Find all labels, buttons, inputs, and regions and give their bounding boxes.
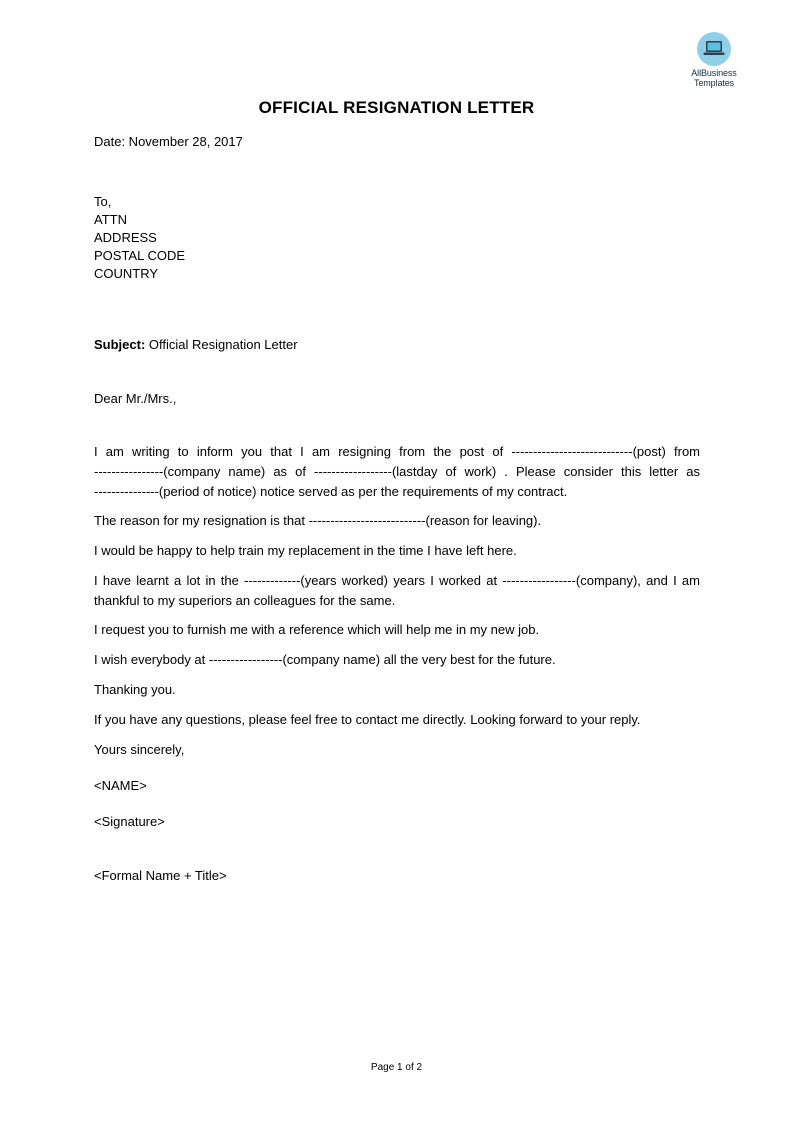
body-paragraph-4-line-2: thankful to my superiors an colleagues for the same.	[94, 593, 396, 608]
body-paragraph-8: If you have any questions, please feel free to contact me directly. Looking forward to your reply.	[94, 712, 641, 727]
body-paragraph-1	[94, 442, 700, 502]
body-paragraph-1-line-3: ---------------(period of notice) notice served as per the requirements of my contract.	[94, 484, 568, 499]
body-paragraph-2: The reason for my resignation is that ---------------------------(reason for leaving).	[94, 513, 542, 528]
body-paragraph-4	[94, 571, 700, 611]
recipient-address: ADDRESS	[94, 230, 157, 245]
recipient-attn: ATTN	[94, 212, 127, 227]
signature-formal-name: <Formal Name + Title>	[94, 868, 227, 883]
subject-label: Subject:	[94, 337, 146, 352]
body-paragraph-1-line-2: ----------------(company name) as of ------------------(lastday of work) . Please consider this letter as	[94, 464, 700, 479]
body-paragraph-6: I wish everybody at -----------------(company name) all the very best for the future.	[94, 652, 556, 667]
recipient-to: To,	[94, 194, 112, 209]
body-paragraph-1-line-1: I am writing to inform you that I am resigning from the post of ----------------------------(post) from	[94, 444, 700, 459]
closing: Yours sincerely,	[94, 742, 185, 757]
date-line: Date: November 28, 2017	[94, 134, 243, 149]
brand-line-1: AllBusiness	[691, 68, 737, 78]
salutation: Dear Mr./Mrs.,	[94, 391, 177, 406]
body-paragraph-5: I request you to furnish me with a reference which will help me in my new job.	[94, 622, 540, 637]
body-paragraph-3: I would be happy to help train my replacement in the time I have left here.	[94, 543, 517, 558]
subject-line	[94, 336, 298, 354]
body-paragraph-4-line-1: I have learnt a lot in the -------------(years worked) years I worked at -----------------(company), and I am	[94, 573, 700, 588]
page-number: Page 1 of 2	[370, 1062, 423, 1073]
signature-name: <NAME>	[94, 778, 147, 793]
brand-line-2: Templates	[693, 78, 735, 88]
laptop-icon	[697, 32, 731, 66]
brand-name	[676, 68, 752, 88]
letter-title: OFFICIAL RESIGNATION LETTER	[258, 98, 535, 117]
brand-logo	[676, 32, 752, 88]
signature-placeholder: <Signature>	[94, 814, 165, 829]
body-paragraph-7: Thanking you.	[94, 682, 176, 697]
recipient-postal-code: POSTAL CODE	[94, 248, 186, 263]
recipient-country: COUNTRY	[94, 266, 159, 281]
subject-text: Official Resignation Letter	[148, 337, 298, 352]
